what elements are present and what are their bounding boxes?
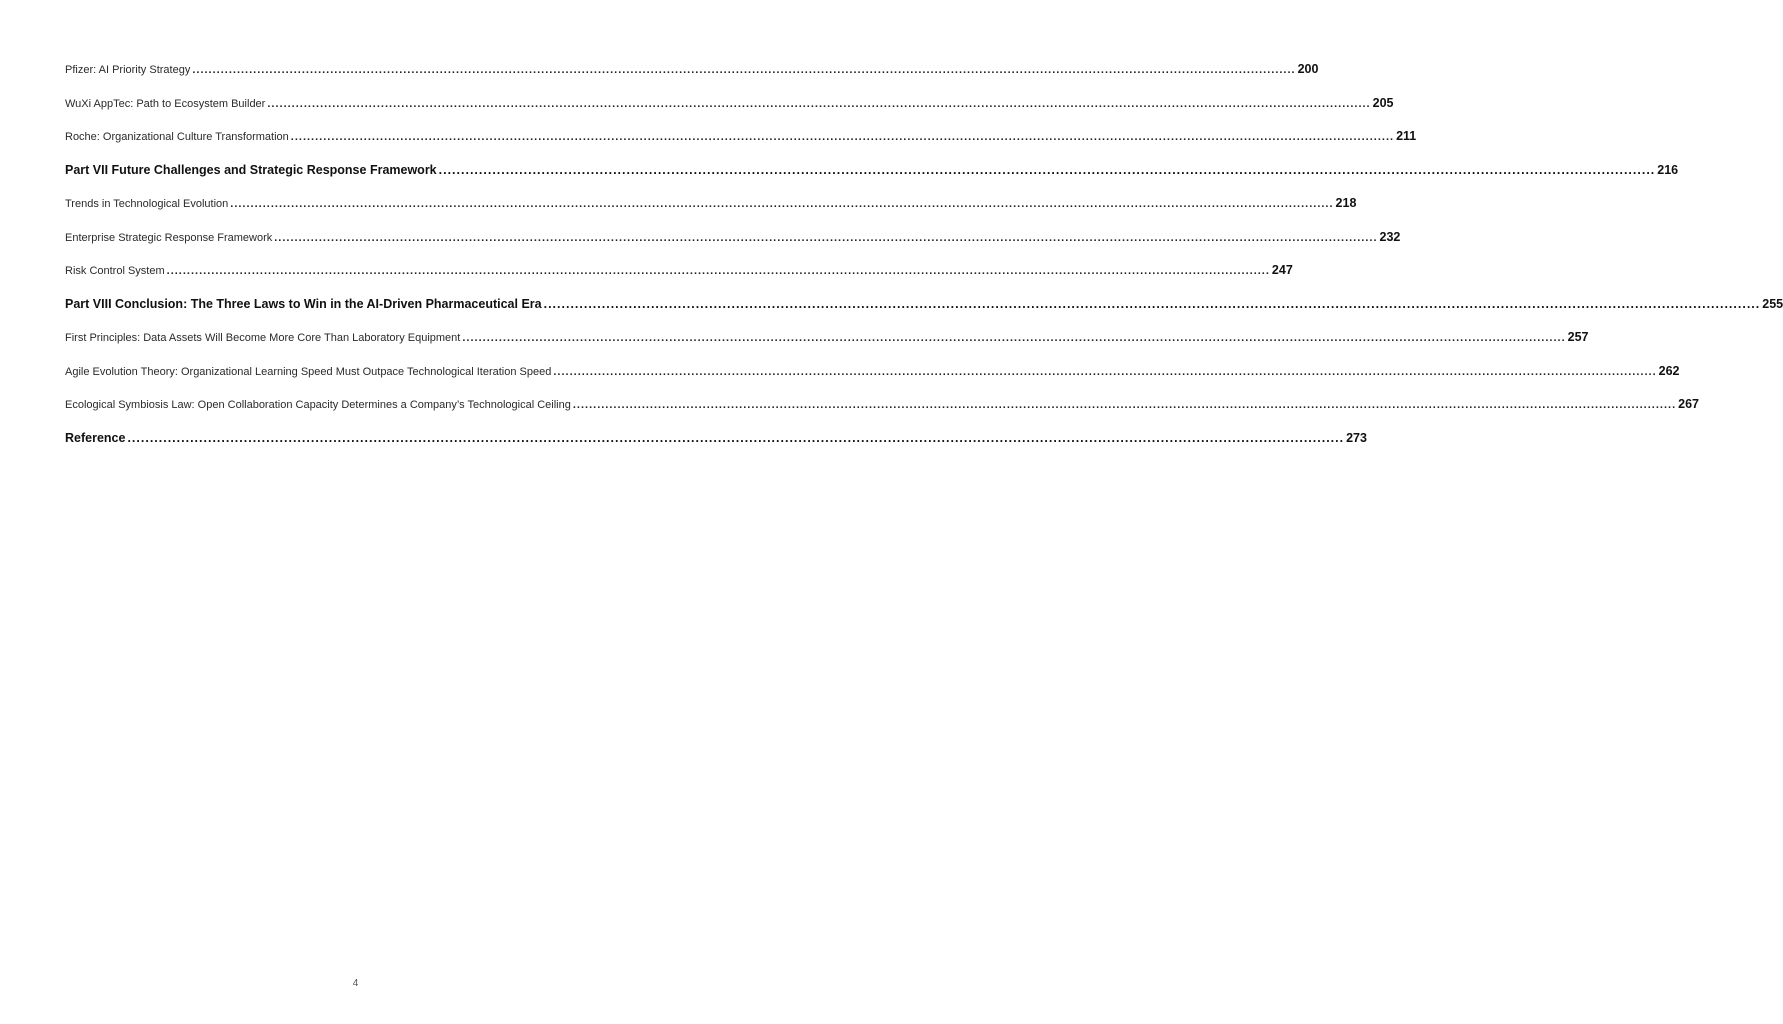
toc-entry-agile-evolution[interactable] [65, 362, 1680, 396]
toc-entry-part-viii[interactable] [65, 295, 1783, 329]
dot-leader [167, 262, 1270, 280]
dot-leader [439, 161, 1656, 179]
dot-leader [192, 61, 1295, 79]
dot-leader [573, 396, 1676, 414]
toc-entry-page-number: 247 [1271, 263, 1293, 277]
dot-leader [267, 95, 1370, 113]
toc-entry-enterprise-framework[interactable] [65, 228, 1401, 262]
dot-leader [553, 363, 1656, 381]
toc-entry-title: Enterprise Strategic Response Framework [65, 231, 273, 244]
toc-entry-page-number: 211 [1396, 129, 1417, 143]
dot-leader [291, 128, 1394, 146]
toc-entry-title: Pfizer: AI Priority Strategy [65, 64, 191, 76]
toc-entry-part-vii[interactable] [65, 161, 1679, 195]
toc-entry-title: Part VII Future Challenges and Strategic Response Framework [65, 162, 437, 177]
toc-entry-title: Risk Control System [65, 265, 165, 277]
dot-leader [274, 229, 1377, 247]
page-number: 4 [352, 978, 359, 989]
toc-entry-title: Part VIII Conclusion: The Three Laws to Win in the AI-Driven Pharmaceutical Era [65, 296, 542, 311]
toc-entry-roche[interactable] [65, 127, 1417, 161]
toc-entry-title: Reference [65, 430, 126, 445]
dot-leader [230, 195, 1333, 213]
toc-entry-page-number: 200 [1297, 62, 1319, 76]
toc-entry-risk-control[interactable] [65, 261, 1293, 295]
toc-entry-wuxi-apptec[interactable] [65, 94, 1394, 128]
toc-entry-ecological-symbiosis[interactable] [65, 395, 1699, 429]
toc-entry-title: Trends in Technological Evolution [65, 198, 229, 210]
dot-leader [544, 295, 1761, 313]
toc-entry-title: Agile Evolution Theory: Organizational Learning Speed Must Outpace Technological Iteration Speed [65, 365, 552, 378]
toc-entry-page-number: 216 [1657, 162, 1679, 177]
toc-entry-page-number: 232 [1379, 229, 1401, 244]
toc-entry-first-principles[interactable] [65, 328, 1589, 362]
toc-entry-page-number: 267 [1678, 397, 1699, 411]
dot-leader [462, 329, 1565, 347]
toc-entry-title: First Principles: Data Assets Will Become More Core Than Laboratory Equipment [65, 332, 461, 344]
toc-entry-page-number: 262 [1658, 363, 1680, 378]
toc-entry-title: WuXi AppTec: Path to Ecosystem Builder [65, 97, 266, 110]
toc-entry-reference[interactable] [65, 429, 1367, 463]
toc-entry-page-number: 218 [1335, 196, 1357, 210]
toc-entry-page-number: 255 [1762, 296, 1783, 311]
toc-entry-page-number: 205 [1372, 95, 1394, 110]
toc-entry-page-number: 257 [1567, 330, 1589, 344]
toc-entry-page-number: 273 [1346, 430, 1367, 445]
toc-entry-title: Roche: Organizational Culture Transformation [65, 131, 289, 143]
table-of-contents [65, 60, 1783, 462]
dot-leader [127, 429, 1344, 447]
toc-entry-pfizer[interactable] [65, 60, 1319, 94]
toc-entry-trends[interactable] [65, 194, 1357, 228]
toc-entry-title: Ecological Symbiosis Law: Open Collaboration Capacity Determines a Company’s Technological Ceiling [65, 399, 571, 411]
